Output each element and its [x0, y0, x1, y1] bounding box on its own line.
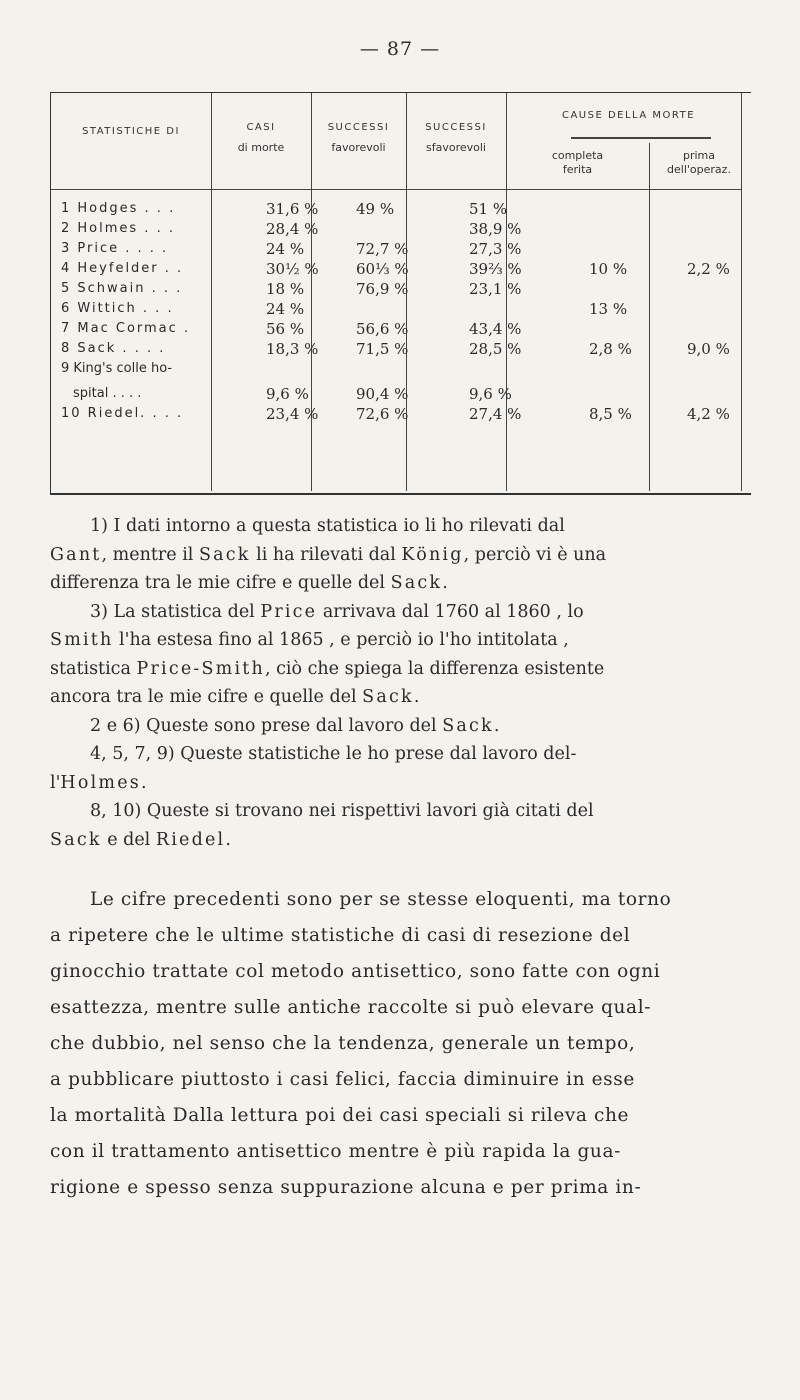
cell-sfavorevoli: 28,5 % — [469, 340, 522, 358]
footnote-text: differenza tra le mie cifre e quelle del — [50, 573, 391, 593]
header-favorevoli: SUCCESSI — [327, 122, 390, 133]
row-name: 5 Schwain . . . — [61, 281, 183, 296]
header-casi-sub: di morte — [237, 141, 285, 154]
cell-favorevoli: 56,6 % — [356, 320, 409, 338]
cause-bracket — [571, 137, 711, 139]
table-row — [51, 219, 751, 239]
cell-favorevoli: 60⅓ % — [356, 260, 409, 278]
author-name: Sack — [198, 544, 251, 565]
cell-completa: 10 % — [589, 260, 628, 278]
row-name: 4 Heyfelder . . — [61, 261, 184, 276]
cell-favorevoli: 72,6 % — [356, 405, 409, 423]
footnote-line — [50, 626, 762, 655]
header-statistiche: STATISTICHE DI — [82, 126, 180, 137]
footnote-line — [50, 712, 762, 741]
footnote-line — [50, 569, 762, 598]
table-row — [51, 239, 751, 259]
cell-casi: 23,4 % — [266, 405, 319, 423]
cell-sfavorevoli: 27,4 % — [469, 405, 522, 423]
cell-favorevoli: 76,9 % — [356, 280, 409, 298]
header-cause: CAUSE DELLA MORTE — [561, 110, 696, 121]
paragraph-line: che dubbio, nel senso che la tendenza, generale un tempo, — [50, 1033, 636, 1054]
cell-favorevoli: 90,4 % — [356, 385, 409, 403]
author-name: Sack — [362, 687, 414, 707]
paragraph-line: a ripetere che le ultime statistiche di casi di resezione del — [50, 925, 631, 946]
footnote-text: arrivava dal 1760 al 1860 , lo — [317, 601, 584, 622]
row-name: 2 Holmes . . . — [61, 221, 175, 236]
footnote-text: . — [140, 772, 147, 793]
footnote-text: . — [493, 715, 500, 736]
footnote-line: 8, 10) Queste si trovano nei rispettivi lavori già citati del — [90, 801, 594, 821]
cell-casi: 28,4 % — [266, 220, 319, 238]
paragraph-line: Le cifre precedenti sono per se stesse eloquenti, ma torno — [90, 889, 672, 910]
footnote-text: l' — [50, 772, 61, 793]
header-sfavorevoli: SUCCESSI — [425, 122, 487, 133]
cell-sfavorevoli: 38,9 % — [469, 220, 522, 238]
footnote-text: statistica — [50, 658, 137, 679]
footnote-line — [50, 769, 762, 798]
table-row — [51, 279, 751, 299]
table-row — [51, 319, 751, 339]
footnote-text: 3) La statistica del — [90, 601, 261, 622]
footnote-line — [50, 826, 762, 855]
cell-casi: 24 % — [266, 300, 305, 318]
table-row — [51, 359, 751, 379]
footnote-line — [50, 683, 762, 712]
author-name: Holmes — [60, 772, 141, 793]
header-casi: CASI — [246, 122, 276, 133]
statistics-table — [50, 92, 751, 495]
paragraph-line: ginocchio trattate col metodo antisettico, sono fatte con ogni — [50, 961, 661, 982]
paragraph-line: esattezza, mentre sulle antiche raccolte si può elevare qual- — [50, 997, 652, 1018]
footnote-text: , perciò vi è una — [463, 544, 607, 565]
cell-prima: 9,0 % — [687, 340, 730, 358]
table-row — [51, 299, 751, 319]
cell-sfavorevoli: 39⅔ % — [469, 260, 522, 278]
author-name: Smith — [50, 630, 114, 650]
footnote-text: , mentre il — [101, 544, 199, 565]
cell-favorevoli: 71,5 % — [356, 340, 409, 358]
paragraph-line: la mortalità Dalla lettura poi dei casi speciali si rileva che — [50, 1105, 630, 1126]
footnote-text: l'ha estesa fino al 1865 , e perciò io l'ho intitolata , — [113, 630, 569, 650]
footnote-text: . — [413, 687, 420, 707]
table-row — [51, 384, 751, 404]
cell-casi: 56 % — [266, 320, 305, 338]
footnote-line — [50, 598, 762, 627]
cell-prima: 4,2 % — [687, 405, 730, 423]
table-row — [51, 259, 751, 279]
author-name: Sack — [390, 573, 443, 593]
paragraph-line: con il trattamento antisettico mentre è più rapida la gua- — [50, 1141, 621, 1162]
author-name: Price-Smith — [136, 658, 265, 679]
header-prima: prima — [682, 149, 716, 162]
row-name: 1 Hodges . . . — [61, 201, 176, 216]
row-name: spital . . . . — [73, 386, 142, 401]
footnote-text: li ha rilevati dal — [250, 544, 402, 565]
author-name: König — [401, 544, 464, 565]
cell-completa: 2,8 % — [589, 340, 632, 358]
cell-sfavorevoli: 43,4 % — [469, 320, 522, 338]
footnote-text: . — [442, 573, 448, 593]
header-rule — [51, 189, 741, 190]
footnote-text: , ciò che spiega la differenza esistente — [264, 658, 605, 679]
cell-favorevoli: 72,7 % — [356, 240, 409, 258]
cell-sfavorevoli: 23,1 % — [469, 280, 522, 298]
header-completa-sub: ferita — [562, 163, 593, 176]
table-row — [51, 404, 751, 424]
paragraph-line: a pubblicare piuttosto i casi felici, faccia diminuire in esse — [50, 1069, 635, 1090]
table-row — [51, 199, 751, 219]
cell-sfavorevoli: 27,3 % — [469, 240, 522, 258]
row-name: 3 Price . . . . — [61, 241, 169, 256]
footnote-text: . — [225, 829, 231, 850]
table-row — [51, 339, 751, 359]
row-name: 6 Wittich . . . — [61, 301, 174, 316]
cell-prima: 2,2 % — [687, 260, 730, 278]
row-name: 7 Mac Cormac . — [61, 321, 191, 336]
footnote-line — [50, 655, 762, 684]
cell-completa: 8,5 % — [589, 405, 632, 423]
author-name: Sack — [442, 715, 494, 736]
cell-sfavorevoli: 51 % — [469, 200, 508, 218]
cell-favorevoli: 49 % — [356, 200, 395, 218]
footnote-text: ancora tra le mie cifre e quelle del — [50, 687, 363, 707]
footnotes — [50, 512, 762, 854]
author-name: Gant — [50, 544, 102, 565]
author-name: Price — [260, 601, 318, 622]
footnote-line — [50, 541, 762, 570]
page-number: — 87 — — [359, 38, 441, 60]
header-completa: completa — [551, 149, 604, 162]
row-name: 10 Riedel. . . . — [61, 406, 184, 421]
author-name: Riedel — [155, 829, 226, 850]
cell-casi: 18 % — [266, 280, 305, 298]
header-prima-sub: dell'operaz. — [667, 163, 731, 176]
row-name: 8 Sack . . . . — [61, 341, 166, 356]
row-name: 9 King's colle ho- — [61, 361, 173, 376]
footnote-text: 2 e 6) Queste sono prese dal lavoro del — [90, 715, 443, 736]
body-paragraph — [50, 882, 762, 1206]
footnote-text: e del — [101, 829, 156, 850]
header-favorevoli-sub: favorevoli — [331, 141, 386, 154]
cell-casi: 30½ % — [266, 260, 319, 278]
cell-completa: 13 % — [589, 300, 628, 318]
author-name: Sack — [50, 829, 102, 850]
cell-casi: 24 % — [266, 240, 305, 258]
footnote-line: 1) I dati intorno a questa statistica io li ho rilevati dal — [90, 516, 565, 536]
header-sfavorevoli-sub: sfavorevoli — [426, 141, 486, 154]
paragraph-line: rigione e spesso senza suppurazione alcuna e per prima in- — [50, 1177, 642, 1198]
cell-casi: 18,3 % — [266, 340, 319, 358]
cell-casi: 31,6 % — [266, 200, 319, 218]
footnote-line: 4, 5, 7, 9) Queste statistiche le ho prese dal lavoro del- — [90, 744, 577, 764]
cell-sfavorevoli: 9,6 % — [469, 385, 512, 403]
cell-casi: 9,6 % — [266, 385, 309, 403]
